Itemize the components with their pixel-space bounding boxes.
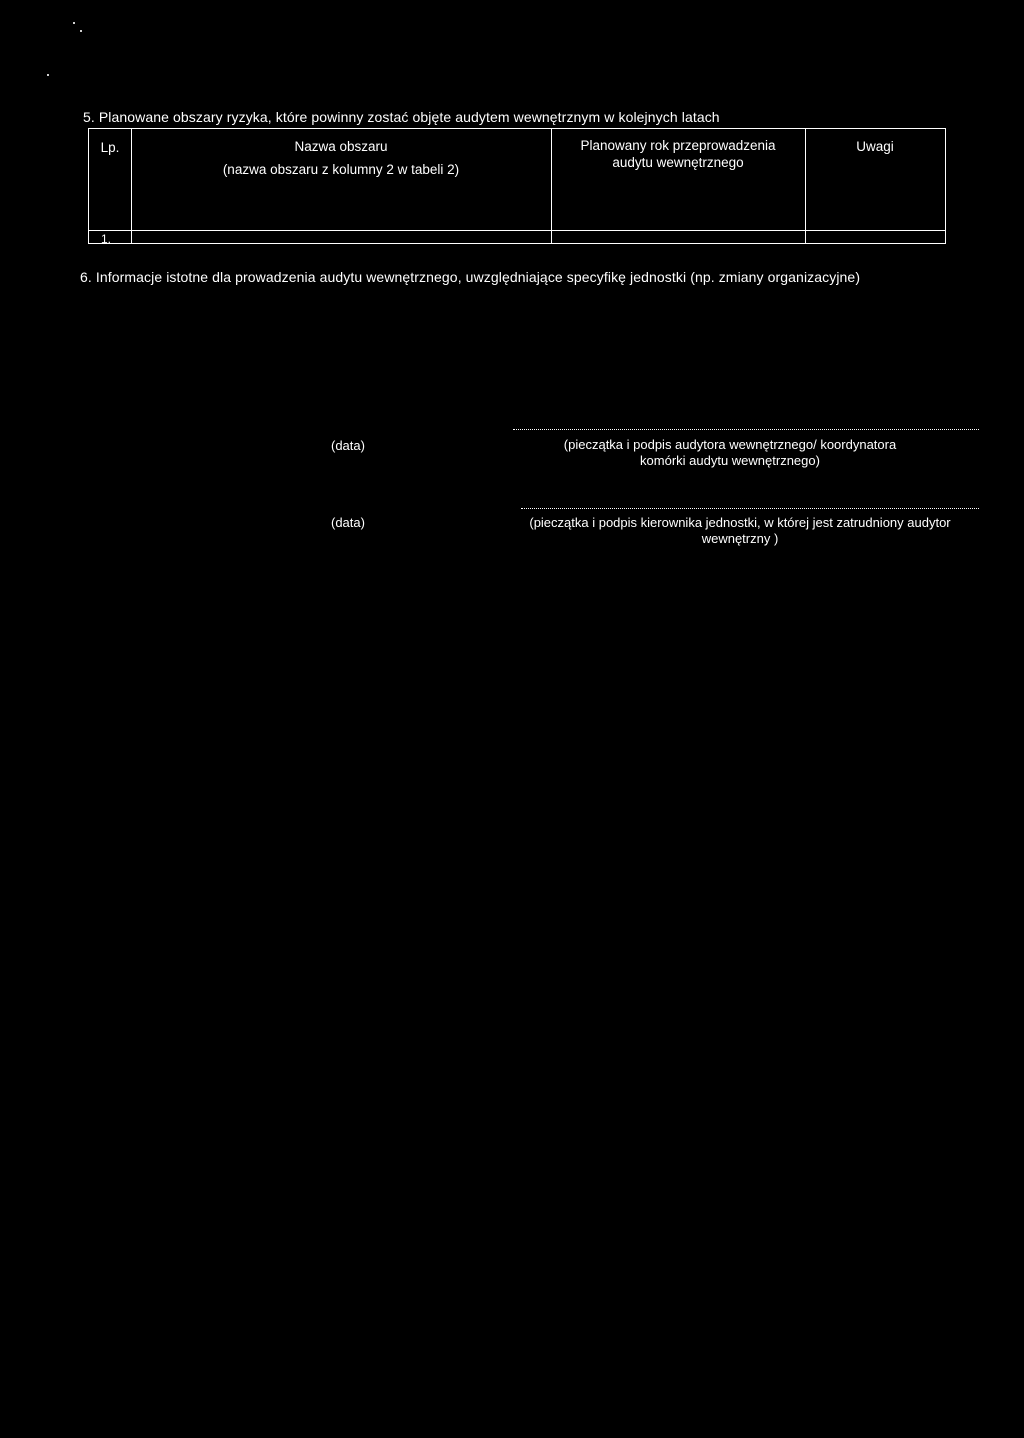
header-notes: Uwagi [856, 139, 894, 154]
header-area-name-line1: Nazwa obszaru [294, 139, 388, 154]
table-row-number: 1. [101, 232, 112, 246]
header-planned-year-line2: audytu wewnętrznego [612, 155, 744, 170]
section-6-heading: 6. Informacje istotne dla prowadzenia audytu wewnętrznego, uwzględniające specyfikę jednostki (np. zmiany organizacyjne) [80, 269, 861, 285]
header-area-name [131, 137, 551, 179]
scan-speck [47, 74, 49, 76]
header-planned-year-line1: Planowany rok przeprowadzenia [580, 138, 776, 153]
signature-line [521, 508, 979, 509]
header-lp: Lp. [100, 140, 120, 155]
header-planned-year [551, 137, 805, 171]
signature-caption-line1: (pieczątka i podpis audytora wewnętrznego/ koordynatora [563, 437, 897, 452]
date-label: (data) [331, 515, 365, 530]
signature-caption-line2: komórki audytu wewnętrznego) [640, 453, 820, 468]
signature-caption-line1: (pieczątka i podpis kierownika jednostki, w której jest zatrudniony audytor [529, 515, 951, 530]
signature-caption-line2: wewnętrzny ) [701, 531, 779, 546]
header-area-name-line2: (nazwa obszaru z kolumny 2 w tabeli 2) [222, 162, 460, 177]
signature-caption [490, 515, 990, 547]
scan-speck [80, 30, 82, 32]
scan-speck [73, 22, 75, 24]
risk-areas-table [88, 128, 946, 244]
signature-line [513, 429, 979, 430]
row-divider [89, 230, 945, 231]
signature-caption [500, 437, 960, 469]
date-label: (data) [331, 438, 365, 453]
section-5-heading: 5. Planowane obszary ryzyka, które powinny zostać objęte audytem wewnętrznym w kolejnych latach [83, 109, 720, 125]
